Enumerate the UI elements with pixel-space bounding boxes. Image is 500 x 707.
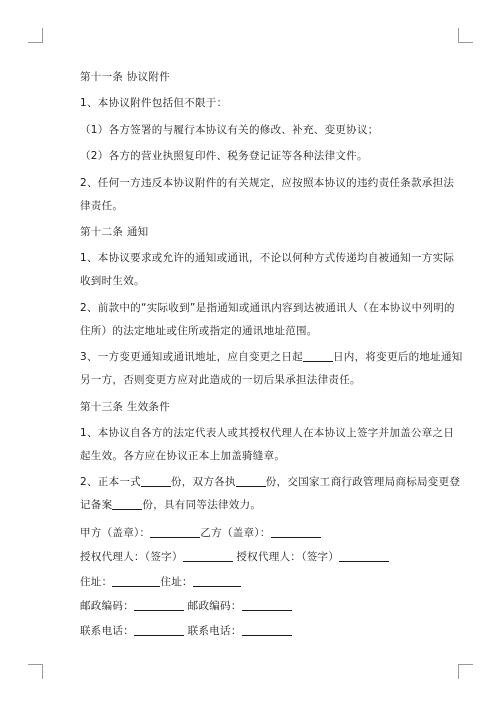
crop-mark-bottom-right: [458, 664, 473, 679]
article-12-heading: 第十二条 通知: [80, 225, 149, 238]
signature-agent-row: [80, 545, 442, 570]
address-b-blank: [193, 574, 241, 587]
copies-each-blank: [236, 474, 266, 487]
signature-postcode-row: [80, 594, 442, 619]
phone-a-label: 联系电话：: [80, 624, 134, 637]
agent-b-blank: [339, 549, 389, 562]
copies-blank: [141, 474, 171, 487]
crop-mark-top-right: [458, 28, 473, 43]
document-page: [80, 66, 463, 643]
address-b-label: 住址：: [160, 575, 193, 588]
article-12-clause-1-line-1: 1、本协议要求或允许的通知或通讯，不论以何种方式传递均自被通知一方实际: [80, 252, 455, 265]
clause-text: 3、一方变更通知或通讯地址，应自变更之日起: [80, 351, 303, 364]
clause-text: 记备案: [80, 499, 113, 512]
article-13-heading: 第十三条 生效条件: [80, 400, 171, 413]
phone-b-blank: [242, 623, 292, 636]
article-11-item-1: （1）各方签署的与履行本协议有关的修改、补充、变更协议；: [80, 123, 379, 136]
agent-a-blank: [183, 549, 233, 562]
article-11-item-2: （2）各方的营业执照复印件、税务登记证等各种法律文件。: [80, 150, 368, 163]
article-12-clause-3-line-1: [80, 346, 463, 369]
party-a-blank: [150, 525, 200, 538]
postcode-a-label: 邮政编码：: [80, 600, 134, 613]
article-13-clause-2-line-1: [80, 471, 461, 494]
article-13-clause-2-line-2: [80, 494, 442, 517]
postcode-b-label: 邮政编码：: [187, 600, 242, 613]
article-12-clause-1-line-2: 收到时生效。: [80, 275, 145, 288]
article-11-heading: 第十一条 协议附件: [80, 71, 171, 83]
clause-text: 份，具有同等法律效力。: [142, 499, 262, 512]
phone-a-blank: [134, 623, 184, 636]
crop-mark-top-left: [28, 28, 43, 43]
article-12-clause-3-line-2: 另一方，否则变更方应对此造成的一切后果承担法律责任。: [80, 374, 361, 387]
article-11-clause-2-line-2: 律责任。: [80, 199, 124, 212]
article-11-clause-1: 1、本协议附件包括但不限于：: [80, 97, 228, 110]
signature-address-row: [80, 570, 442, 595]
crop-mark-bottom-left: [28, 664, 43, 679]
signature-phone-row: [80, 619, 442, 644]
party-b-label: 乙方（盖章）：: [200, 526, 271, 539]
party-b-blank: [271, 525, 321, 538]
clause-text: 份，交国家工商行政管理局商标局变更登: [265, 476, 461, 489]
clause-text: 2、正本一式: [80, 476, 141, 489]
address-a-blank: [112, 574, 160, 587]
agent-b-label: 授权代理人：（签字）: [236, 551, 340, 564]
filing-copies-blank: [112, 497, 142, 510]
postcode-a-blank: [134, 598, 184, 611]
signature-party-row: [80, 521, 442, 546]
article-11-clause-2-line-1: 2、任何一方违反本协议附件的有关规定，应按照本协议的违约责任条款承担法: [80, 176, 455, 189]
phone-b-label: 联系电话：: [187, 624, 242, 637]
clause-text: 份，双方各执: [170, 476, 236, 489]
clause-text: 日内，将变更后的地址通知: [332, 351, 463, 364]
party-a-label: 甲方（盖章）：: [80, 526, 151, 539]
article-13-clause-1-line-2: 起生效。各方应在协议正本上加盖骑缝章。: [80, 449, 286, 462]
article-12-clause-2-line-2: 住所）的法定地址或住所或指定的通讯地址范围。: [80, 324, 318, 337]
agent-a-label: 授权代理人：（签字）: [80, 551, 183, 564]
postcode-b-blank: [242, 598, 292, 611]
article-13-clause-1-line-1: 1、本协议自各方的法定代表人或其授权代理人在本协议上签字并加盖公章之日: [80, 426, 455, 439]
address-a-label: 住址：: [80, 575, 113, 588]
article-12-clause-2-line-1: 2、前款中的“实际收到”是指通知或通讯内容到达被通讯人（在本协议中列明的: [80, 301, 455, 314]
days-blank: [303, 349, 333, 362]
